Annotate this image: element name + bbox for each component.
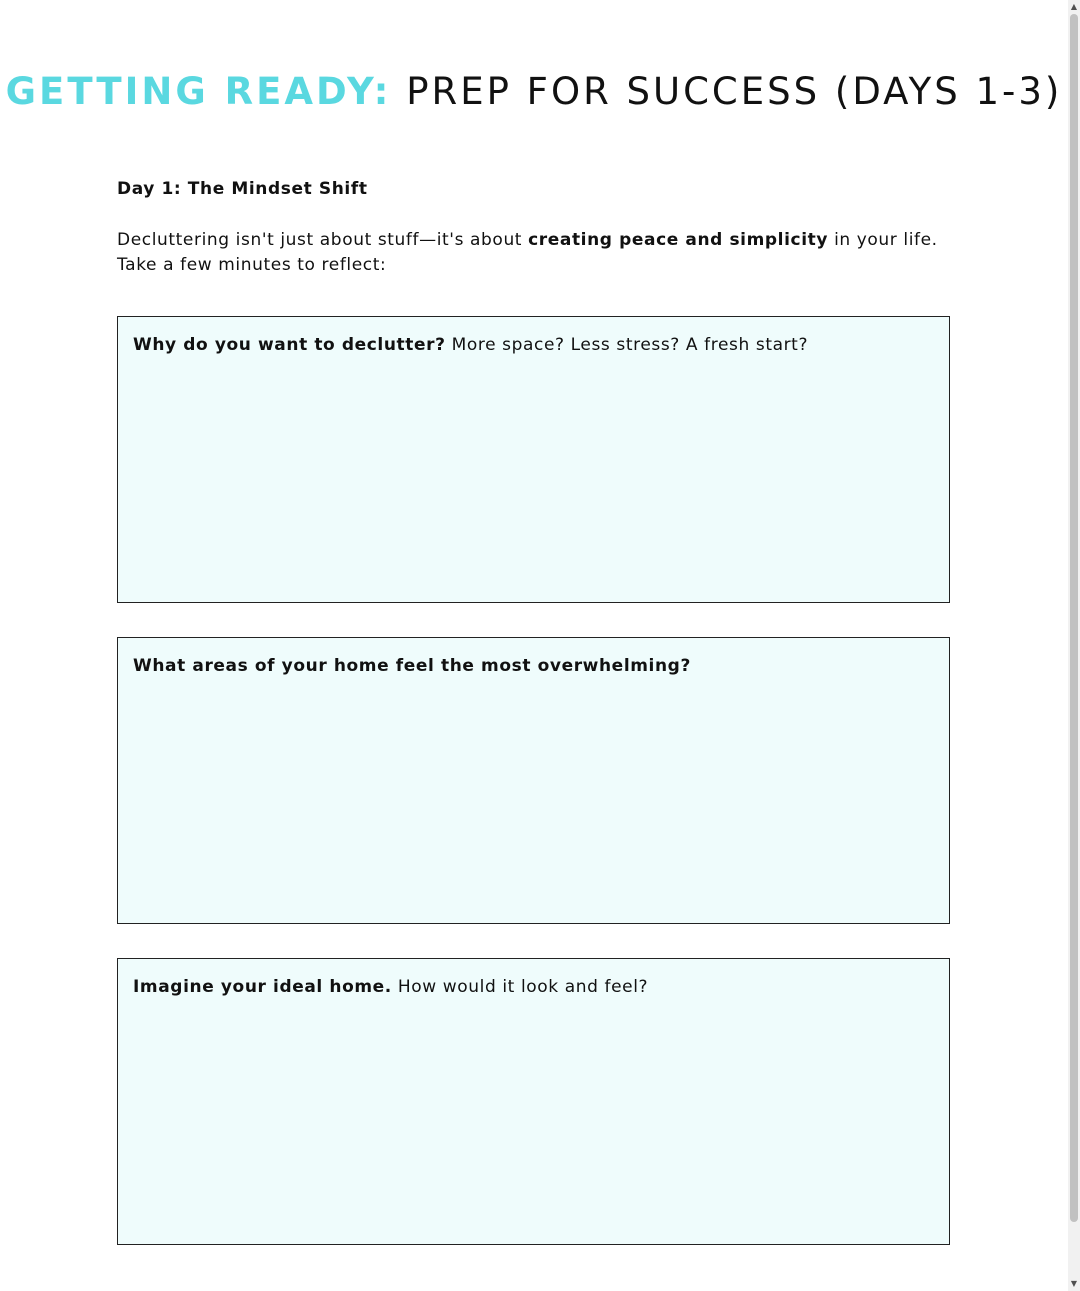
day-heading: Day 1: The Mindset Shift [117, 179, 368, 199]
reflection-question: Imagine your ideal home. [133, 977, 392, 997]
reflection-prompt [133, 654, 934, 678]
reflection-box-ideal-home[interactable] [117, 958, 950, 1245]
vertical-scrollbar[interactable] [1068, 0, 1080, 1291]
triangle-up-icon[interactable]: ▲ [1070, 2, 1078, 11]
page-title [0, 70, 1068, 114]
reflection-question: What areas of your home feel the most overwhelming? [133, 656, 691, 676]
reflection-detail: How would it look and feel? [391, 977, 649, 997]
scrollbar-thumb[interactable] [1070, 14, 1078, 1222]
intro-text-end: in your life. Take a few minutes to reflect: [117, 230, 938, 275]
reflection-prompt [133, 333, 934, 357]
reflection-box-why[interactable] [117, 316, 950, 603]
title-rest: PREP FOR SUCCESS (DAYS 1-3) [406, 70, 1063, 113]
intro-bold-text: creating peace and simplicity [528, 230, 829, 250]
reflection-prompt [133, 975, 934, 999]
reflection-box-areas[interactable] [117, 637, 950, 924]
reflection-detail: More space? Less stress? A fresh start? [445, 335, 809, 355]
triangle-down-icon[interactable]: ▼ [1070, 1279, 1078, 1288]
intro-text-start: Decluttering isn't just about stuff—it's about [117, 230, 529, 250]
reflection-question: Why do you want to declutter? [133, 335, 446, 355]
intro-paragraph [117, 228, 977, 278]
title-accent: GETTING READY: [5, 70, 392, 113]
